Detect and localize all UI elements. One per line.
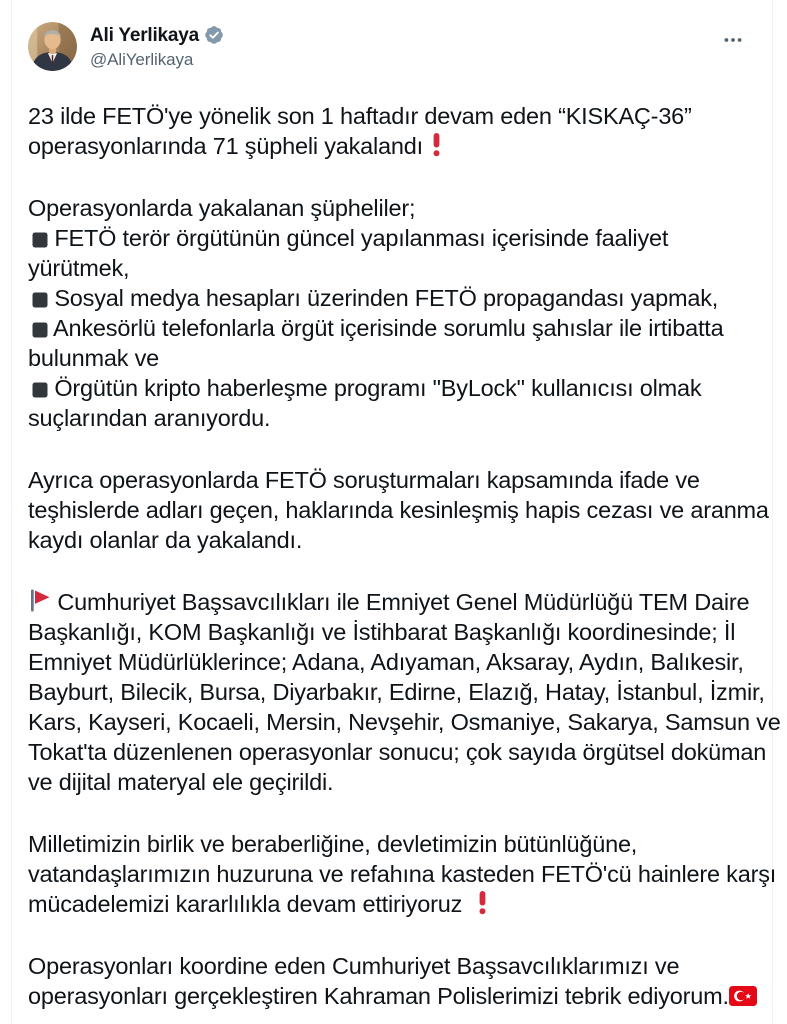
red-exclamation-icon <box>475 889 490 919</box>
tweet-text-run: Ankesörlü telefonlarla örgüt içerisinde sorumlu şahıslar ile irtibatta <box>48 315 724 341</box>
black-square-icon <box>32 223 48 253</box>
avatar[interactable] <box>28 22 77 71</box>
more-options-icon <box>722 29 744 51</box>
tweet-line <box>28 981 757 1011</box>
tweet-line <box>28 889 757 919</box>
tweet-text-run: Örgütün kripto haberleşme programı "ByLock" kullanıcısı olmak <box>48 375 702 401</box>
tweet-line <box>28 313 757 343</box>
tweet-line <box>28 283 757 313</box>
tweet-text-run: ve dijital materyal ele geçirildi. <box>28 769 334 795</box>
author-block <box>90 22 224 71</box>
black-square-icon <box>32 373 48 403</box>
tweet-paragraph <box>28 829 777 919</box>
tweet-line <box>28 737 767 767</box>
more-button[interactable] <box>721 28 745 52</box>
tweet-text-run: Emniyet Müdürlüklerince; Adana, Adıyaman, Aksaray, Aydın, Balıkesir, <box>28 649 744 675</box>
tweet-line <box>28 131 757 161</box>
tweet-line <box>28 951 757 981</box>
tweet-text-run: teşhislerde adları geçen, haklarında kesinleşmiş hapis cezası ve aranma <box>28 497 769 523</box>
name-row <box>90 24 224 47</box>
tweet-text-run: Tokat'ta düzenlenen operasyonlar sonucu; çok sayıda örgütsel doküman <box>28 739 767 765</box>
tweet-line <box>28 587 757 617</box>
tweet-line <box>28 677 765 707</box>
tweet-line <box>28 193 757 223</box>
tweet-text-run: Başkanlığı, KOM Başkanlığı ve İstihbarat Başkanlığı koordinesinde; İl <box>28 619 736 645</box>
tweet-paragraph <box>28 465 769 555</box>
tweet-text-run: Kars, Kayseri, Kocaeli, Mersin, Nevşehir, Osmaniye, Sakarya, Samsun ve <box>28 709 781 735</box>
tweet-text-run: Operasyonları koordine eden Cumhuriyet Başsavcılıklarımızı ve <box>28 953 680 979</box>
tweet-line <box>28 343 757 373</box>
tweet-line <box>28 403 757 433</box>
handle[interactable]: @AliYerlikaya <box>90 49 194 69</box>
tweet-line <box>28 859 777 889</box>
black-square-icon <box>32 283 48 313</box>
tweet-text-run: FETÖ terör örgütünün güncel yapılanması içerisinde faaliyet <box>48 225 669 251</box>
tweet-line <box>28 253 757 283</box>
display-name[interactable]: Ali Yerlikaya <box>90 24 200 46</box>
tweet-text-run: bulunmak ve <box>28 345 160 371</box>
tweet-text <box>28 101 781 1011</box>
tweet-card <box>11 0 781 1024</box>
tweet-text-run: kaydı olanlar da yakalandı. <box>28 527 303 553</box>
tweet-text-run: 23 ilde FETÖ'ye yönelik son 1 haftadır devam eden “KISKAÇ-36” <box>28 103 692 129</box>
tweet-text-run: Sosyal medya hesapları üzerinden FETÖ propagandası yapmak, <box>48 285 719 311</box>
verified-badge-icon[interactable] <box>204 25 224 45</box>
tweet-line <box>28 767 757 797</box>
triangular-flag-icon <box>28 587 51 617</box>
tweet-text-run: vatandaşlarımızın huzuruna ve refahına kasteden FETÖ'cü hainlere karşı <box>28 861 777 887</box>
tweet-paragraph <box>28 101 757 161</box>
tweet-line <box>28 707 781 737</box>
tweet-line <box>28 647 757 677</box>
tweet-line <box>28 465 757 495</box>
avatar-photo <box>28 22 77 71</box>
tweet-line <box>28 373 757 403</box>
red-exclamation-icon <box>429 131 444 161</box>
tweet-line <box>28 829 757 859</box>
tweet-paragraph <box>28 587 781 797</box>
tweet-text-run: yürütmek, <box>28 255 130 281</box>
tweet-text-run: Operasyonlarda yakalanan şüpheliler; <box>28 195 416 221</box>
tweet-line <box>28 101 757 131</box>
tweet-text-run: suçlarından aranıyordu. <box>28 405 271 431</box>
tweet-text-run: mücadelemizi kararlılıkla devam ettiriyoruz <box>28 891 475 917</box>
tweet-header <box>28 22 757 71</box>
tweet-text-run: Milletimizin birlik ve beraberliğine, devletimizin bütünlüğüne, <box>28 831 638 857</box>
turkish-flag-icon <box>729 981 757 1011</box>
tweet-paragraph <box>28 951 757 1011</box>
tweet-line <box>28 495 769 525</box>
tweet-line <box>28 525 757 555</box>
tweet-text-run: operasyonları gerçekleştiren Kahraman Polislerimizi tebrik ediyorum. <box>28 983 729 1009</box>
tweet-text-run: Bayburt, Bilecik, Bursa, Diyarbakır, Edirne, Elazığ, Hatay, İstanbul, İzmir, <box>28 679 765 705</box>
tweet-line <box>28 617 757 647</box>
black-square-icon <box>32 313 48 343</box>
tweet-line <box>28 223 757 253</box>
tweet-text-run: operasyonlarında 71 şüpheli yakalandı <box>28 133 430 159</box>
tweet-text-run: Ayrıca operasyonlarda FETÖ soruşturmaları kapsamında ifade ve <box>28 467 700 493</box>
tweet-paragraph <box>28 193 757 433</box>
tweet-text-run: Cumhuriyet Başsavcılıkları ile Emniyet Genel Müdürlüğü TEM Daire <box>51 589 750 615</box>
